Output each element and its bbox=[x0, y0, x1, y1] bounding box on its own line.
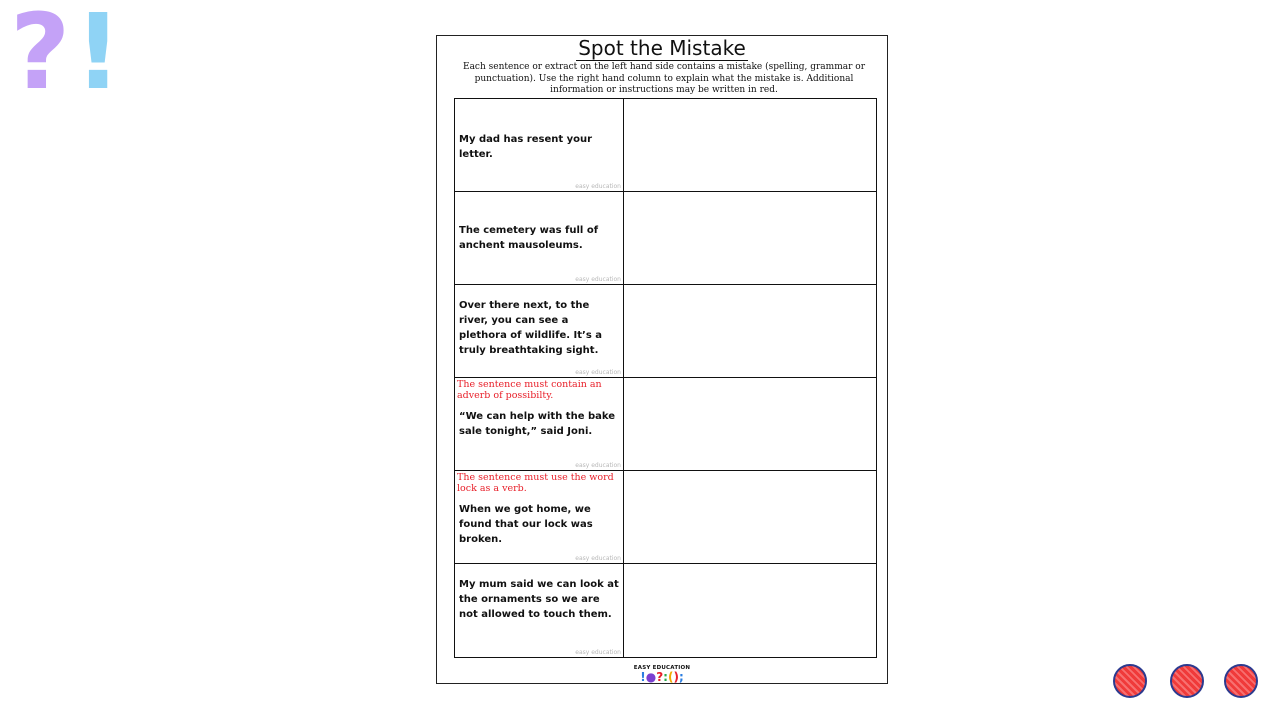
sentence-text: “We can help with the bake sale tonight,” said Joni. bbox=[459, 411, 616, 437]
table-row bbox=[455, 99, 876, 192]
sentence-cell bbox=[455, 564, 624, 657]
sentence-cell bbox=[455, 471, 624, 563]
watermark: easy education bbox=[575, 183, 621, 190]
red-dot-icon[interactable] bbox=[1113, 664, 1147, 698]
red-dot-icon[interactable] bbox=[1170, 664, 1204, 698]
explanation-cell[interactable] bbox=[624, 192, 876, 284]
sentence-cell bbox=[455, 378, 624, 470]
worksheet-title: Spot the Mistake bbox=[578, 36, 746, 60]
explanation-cell[interactable] bbox=[624, 378, 876, 470]
explanation-cell[interactable] bbox=[624, 285, 876, 377]
sentence-cell bbox=[455, 192, 624, 284]
sentence-cell bbox=[455, 99, 624, 191]
sentence-text: The cemetery was full of anchent mausoleums. bbox=[459, 225, 599, 251]
footer-brand: EASY EDUCATION bbox=[633, 665, 691, 671]
table-row bbox=[455, 564, 876, 657]
explanation-cell[interactable] bbox=[624, 564, 876, 657]
easy-education-logo bbox=[437, 665, 887, 683]
exclamation-mark-icon: ! bbox=[74, 0, 122, 113]
table-row bbox=[455, 471, 876, 564]
watermark: easy education bbox=[575, 649, 621, 656]
sentence-text: Over there next, to the river, you can see a plethora of wildlife. It’s a truly breathtaking sight. bbox=[459, 300, 603, 356]
sentence-text: My dad has resent your letter. bbox=[459, 134, 593, 160]
worksheet bbox=[436, 35, 888, 684]
punctuation-decoration bbox=[10, 0, 122, 113]
table-row bbox=[455, 378, 876, 471]
watermark: easy education bbox=[575, 369, 621, 376]
sentence-text: My mum said we can look at the ornaments so we are not allowed to touch them. bbox=[459, 579, 619, 620]
question-mark-icon: ? bbox=[10, 0, 71, 113]
red-instruction-note: The sentence must contain an adverb of possibilty. bbox=[457, 379, 602, 401]
red-instruction-note: The sentence must use the word lock as a verb. bbox=[457, 472, 614, 494]
explanation-cell[interactable] bbox=[624, 471, 876, 563]
table-row bbox=[455, 192, 876, 285]
logo-glyphs-icon: !●?:(); bbox=[640, 670, 684, 684]
explanation-cell[interactable] bbox=[624, 99, 876, 191]
watermark: easy education bbox=[575, 555, 621, 562]
table-row bbox=[455, 285, 876, 378]
worksheet-instructions: Each sentence or extract on the left hand side contains a mistake (spelling, grammar or punctuation). Use the right hand column to explain what the mistake is. Additional information or instructions may be written in red. bbox=[463, 62, 865, 95]
mistake-table bbox=[454, 98, 877, 658]
sentence-cell bbox=[455, 285, 624, 377]
watermark: easy education bbox=[575, 462, 621, 469]
sentence-text: When we got home, we found that our lock was broken. bbox=[459, 504, 593, 545]
red-dot-icon[interactable] bbox=[1224, 664, 1258, 698]
watermark: easy education bbox=[575, 276, 621, 283]
